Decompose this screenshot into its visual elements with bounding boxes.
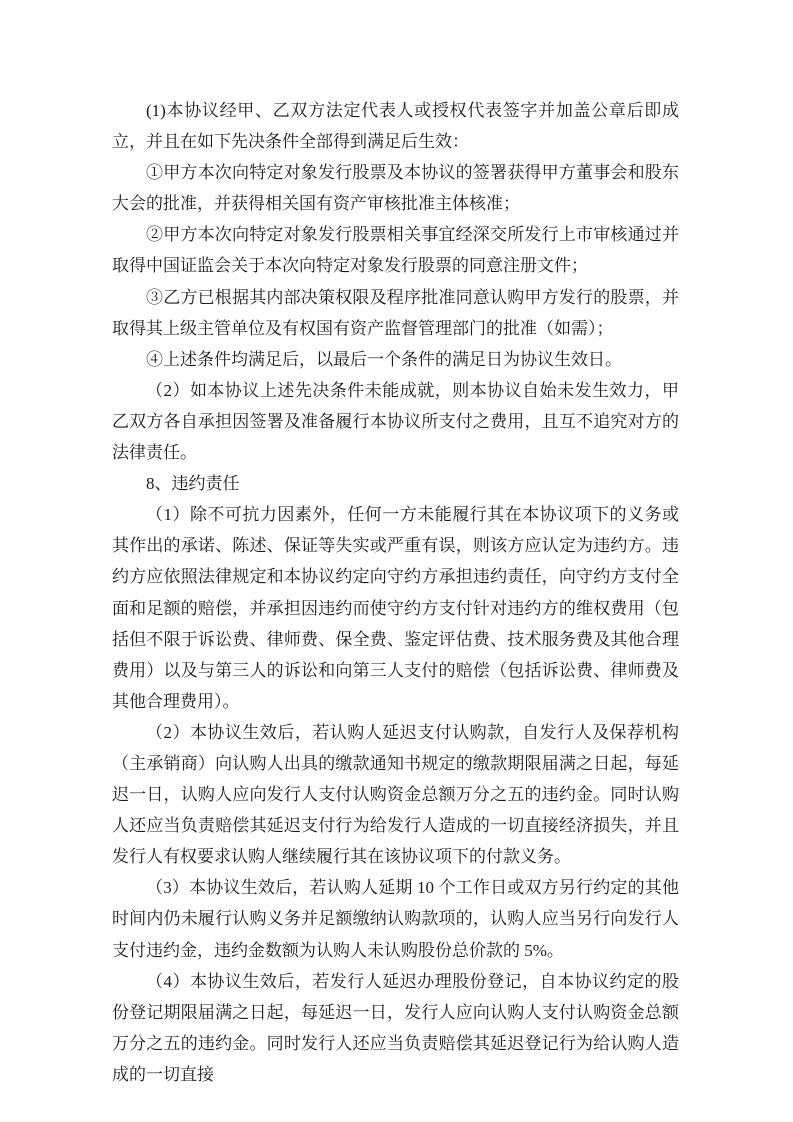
paragraph-breach-clause-1: （1）除不可抗力因素外，任何一方未能履行其在本协议项下的义务或其作出的承诺、陈述、保证等失实或严重有误，则该方应认定为违约方。违约方应依照法律规定和本协议约定向守约方承担违约责任，向守约方支付全面和足额的赔偿，并承担因违约而使守约方支付针对违约方的维权费用（包括但不限于诉讼费、律师费、保全费、鉴定评估费、技术服务费及其他合理费用）以及与第三人的诉讼和向第三人支付的赔偿（包括诉讼费、律师费及其他合理费用）。 xyxy=(112,505,679,711)
paragraph-breach-clause-4: （4）本协议生效后，若发行人延迟办理股份登记，自本协议约定的股份登记期限届满之日起，每延迟一日，发行人应向认购人支付认购资金总额万分之五的违约金。同时发行人还应当负责赔偿其延迟登记行为给认购人造成的一切直接 xyxy=(112,971,679,1084)
document-body xyxy=(112,95,679,1090)
paragraph-condition-1: ①甲方本次向特定对象发行股票及本协议的签署获得甲方董事会和股东大会的批准，并获得相关国有资产审核批准主体核准； xyxy=(112,163,679,214)
paragraph-breach-clause-2: （2）本协议生效后，若认购人延迟支付认购款，自发行人及保荐机构（主承销商）向认购人出具的缴款通知书规定的缴款期限届满之日起，每延迟一日，认购人应向发行人支付认购资金总额万分之五的违约金。同时认购人还应当负责赔偿其延迟支付行为给发行人造成的一切直接经济损失，并且发行人有权要求认购人继续履行其在该协议项下的付款义务。 xyxy=(112,722,679,867)
section-heading-breach-liability: 8、违约责任 xyxy=(146,474,240,494)
paragraph-condition-4: ④上述条件均满足后，以最后一个条件的满足日为协议生效日。 xyxy=(146,349,622,369)
paragraph-effectiveness-clause-2: （2）如本协议上述先决条件未能成就，则本协议自始未发生效力，甲乙双方各自承担因签署及准备履行本协议所支付之费用，且互不追究对方的法律责任。 xyxy=(112,380,679,463)
paragraph-condition-2: ②甲方本次向特定对象发行股票相关事宜经深交所发行上市审核通过并取得中国证监会关于本次向特定对象发行股票的同意注册文件； xyxy=(112,225,679,276)
paragraph-breach-clause-3: （3）本协议生效后，若认购人延期 10 个工作日或双方另行约定的其他时间内仍未履行认购义务并足额缴纳认购款项的，认购人应当另行向发行人支付违约金，违约金数额为认购人未认购股份总价款的 5%。 xyxy=(112,878,679,960)
paragraph-effectiveness-clause-1: (1)本协议经甲、乙双方法定代表人或授权代表签字并加盖公章后即成立，并且在如下先决条件全部得到满足后生效： xyxy=(112,101,679,152)
paragraph-condition-3: ③乙方已根据其内部决策权限及程序批准同意认购甲方发行的股票，并取得其上级主管单位及有权国有资产监督管理部门的批准（如需）； xyxy=(112,287,679,338)
